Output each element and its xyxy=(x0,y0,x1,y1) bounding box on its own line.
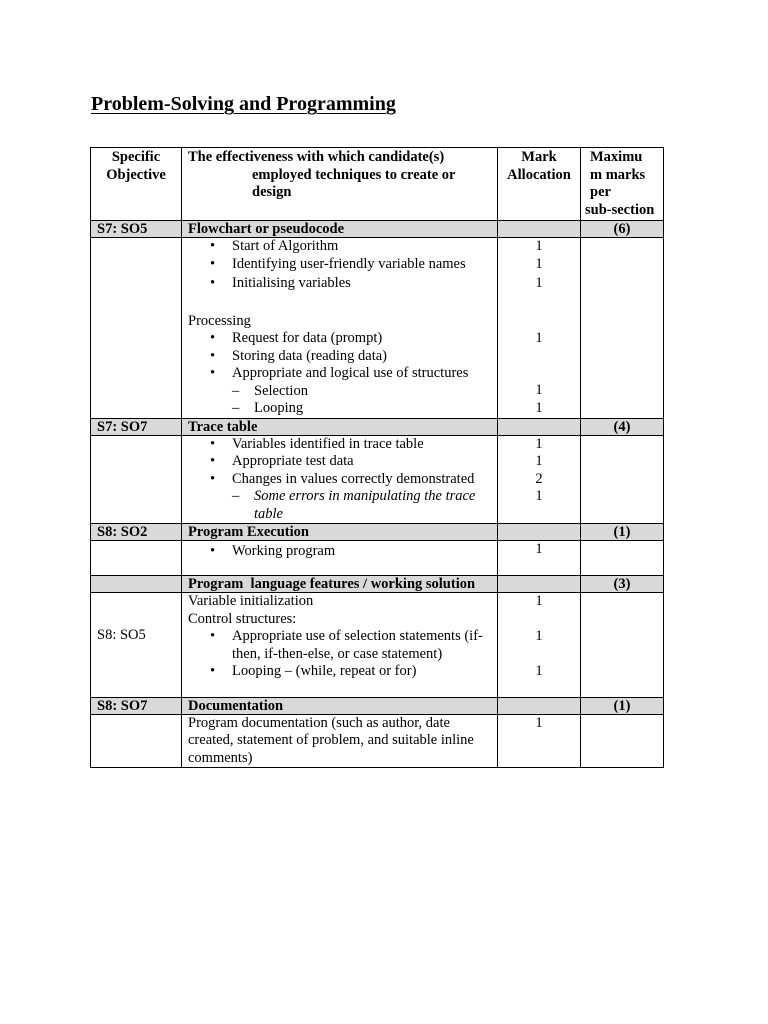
mark-allocation: 1 1 2 1 xyxy=(498,435,581,524)
section-row-trace-table xyxy=(91,418,664,435)
list-item: • Changes in values correctly demonstrated xyxy=(232,471,491,489)
mark-allocation: 1 1 1 1 1 1 xyxy=(498,238,581,419)
objective-code: S7: SO7 xyxy=(91,418,182,435)
mark-allocation: 1 xyxy=(498,541,581,576)
section-max-marks: (1) xyxy=(581,524,664,541)
list-item: • Request for data (prompt) xyxy=(232,330,491,348)
list-item: – Some errors in manipulating the trace table xyxy=(254,488,491,523)
header-mark-allocation: Mark Allocation xyxy=(498,148,581,221)
processing-label: Processing xyxy=(188,312,251,329)
criteria-list xyxy=(182,541,498,576)
section-max-marks: (4) xyxy=(581,418,664,435)
objective-code: S8: SO7 xyxy=(91,697,182,714)
section-title: Program language features / working solution xyxy=(182,576,498,593)
criteria-list: Variable initialization Control structures: • Appropriate use of selection statements (if- then, if-then-else, or case statement) • Looping – (while, repeat or for) xyxy=(182,593,498,698)
objective-code: S8: SO2 xyxy=(91,524,182,541)
objective-code xyxy=(91,576,182,593)
criteria-row-flowchart xyxy=(91,238,664,419)
list-item: • Initialising variables xyxy=(232,275,491,293)
section-title: Documentation xyxy=(182,697,498,714)
mark-allocation: 1 xyxy=(498,714,581,768)
section-title: Flowchart or pseudocode xyxy=(182,221,498,238)
list-item: – Selection xyxy=(254,383,491,401)
objective-code: S7: SO5 xyxy=(91,221,182,238)
list-item: • Appropriate test data xyxy=(232,453,491,471)
list-item: • Appropriate and logical use of structures xyxy=(232,365,491,383)
page-title: Problem-Solving and Programming xyxy=(91,93,396,115)
criteria-row-trace-table xyxy=(91,435,664,524)
table-header-row xyxy=(91,148,664,221)
criteria-row-program-execution xyxy=(91,541,664,576)
list-item: • Looping – (while, repeat or for) xyxy=(232,663,491,681)
section-row-language-features xyxy=(91,576,664,593)
section-row-documentation xyxy=(91,697,664,714)
criteria-list xyxy=(182,238,498,419)
section-max-marks: (6) xyxy=(581,221,664,238)
mark-allocation: 1 1 1 xyxy=(498,593,581,698)
list-item: • Storing data (reading data) xyxy=(232,348,491,366)
list-item: • Start of Algorithm xyxy=(232,238,491,256)
list-item: • Working program xyxy=(232,543,491,561)
section-title: Program Execution xyxy=(182,524,498,541)
header-maximum-marks: Maximu m marks per sub-section xyxy=(581,148,664,221)
header-effectiveness: The effectiveness with which candidate(s) employed techniques to create or design xyxy=(182,148,498,221)
criteria-list xyxy=(182,435,498,524)
criteria-row-documentation xyxy=(91,714,664,768)
section-title: Trace table xyxy=(182,418,498,435)
documentation-text: Program documentation (such as author, date created, statement of problem, and suitable inline comments) xyxy=(182,714,498,768)
list-item: • Appropriate use of selection statements (if- then, if-then-else, or case statement) xyxy=(232,628,491,663)
marking-scheme-table xyxy=(90,147,664,768)
section-row-flowchart xyxy=(91,221,664,238)
list-item: • Identifying user-friendly variable names xyxy=(232,256,491,274)
section-max-marks: (1) xyxy=(581,697,664,714)
section-row-program-execution xyxy=(91,524,664,541)
header-specific-objective: Specific Objective xyxy=(91,148,182,221)
list-item: • Variables identified in trace table xyxy=(232,436,491,454)
criteria-row-language-features xyxy=(91,593,664,698)
objective-code: S8: SO5 xyxy=(91,593,182,698)
list-item: – Looping xyxy=(254,400,491,418)
section-max-marks: (3) xyxy=(581,576,664,593)
